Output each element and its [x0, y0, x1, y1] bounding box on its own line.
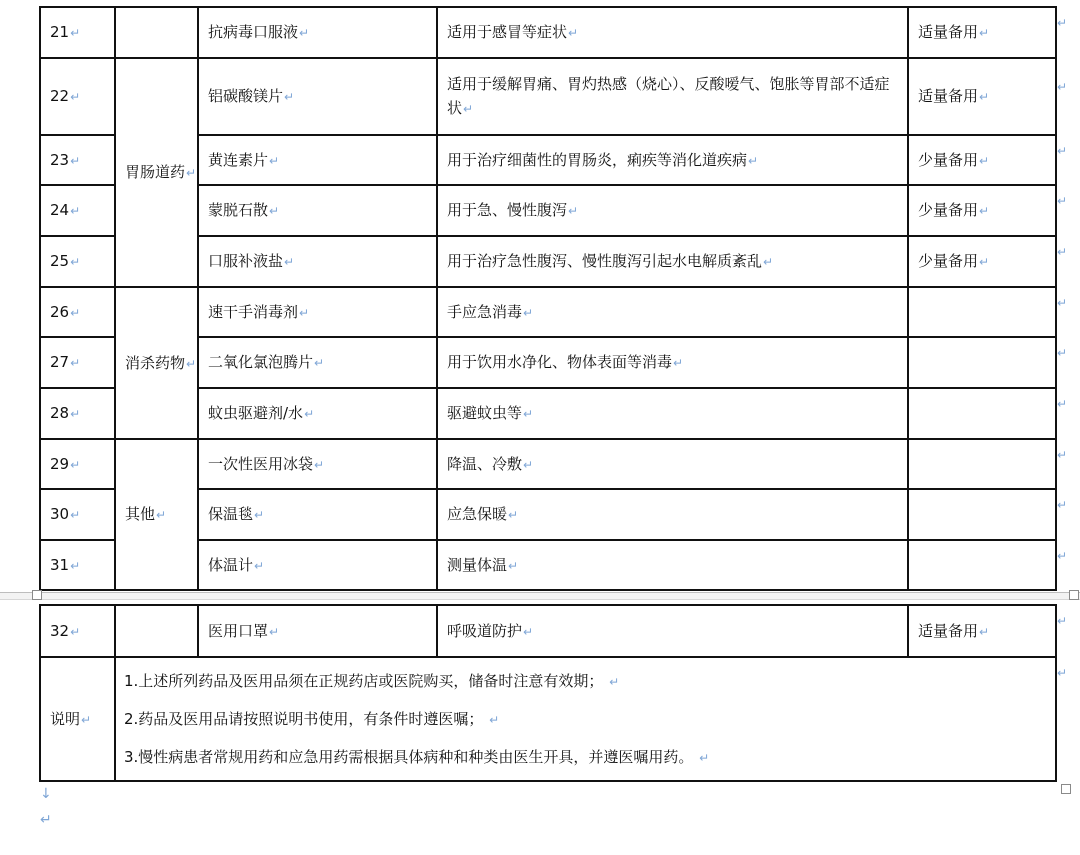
- paragraph-mark-icon: ↵: [254, 508, 265, 522]
- medicine-name: 口服补液盐: [208, 252, 284, 270]
- paragraph-mark-icon: ↵: [186, 166, 197, 180]
- note-line: 3.慢性病患者常规用药和应急用药需根据具体病种和种类由医生开具，并遵医嘱用药。 ↵: [124, 748, 710, 766]
- row-number: 24: [50, 201, 70, 219]
- medicine-use: 手应急消毒: [447, 302, 523, 321]
- paragraph-mark-icon: ↵: [979, 255, 990, 269]
- row-number: 26: [50, 302, 70, 321]
- paragraph-mark-icon: ↵: [269, 153, 280, 168]
- page-corner-marker: [32, 590, 42, 600]
- paragraph-mark-icon: ↵: [523, 305, 534, 320]
- table-row: [40, 58, 1056, 135]
- paragraph-mark-icon: ↵: [299, 26, 310, 40]
- row-end-mark-icon: ↵: [1057, 498, 1068, 512]
- paragraph-mark-icon: ↵: [70, 204, 81, 218]
- paragraph-mark-icon: ↵: [523, 407, 534, 421]
- row-end-mark-icon: ↵: [1057, 296, 1068, 310]
- medicine-use: 适用于缓解胃痛、胃灼热感（烧心）、反酸嗳气、饱胀等胃部不适症状: [447, 75, 890, 117]
- medicine-name: 二氧化氯泡腾片: [208, 353, 314, 371]
- page-corner-marker: [1069, 590, 1079, 600]
- row-end-mark-icon: ↵: [1057, 16, 1068, 30]
- paragraph-mark-icon: ↵: [70, 26, 81, 40]
- medicine-use: 用于治疗细菌性的胃肠炎，痢疾等消化道疾病: [447, 150, 748, 169]
- paragraph-mark-icon: ↵: [269, 624, 280, 639]
- note-line: 1.上述所列药品及医用品须在正规药店或医院购买，储备时注意有效期； ↵: [124, 672, 620, 690]
- paragraph-mark-icon: ↵: [609, 675, 620, 689]
- paragraph-mark-icon: ↵: [81, 712, 92, 727]
- paragraph-mark-icon: ↵: [284, 90, 295, 104]
- table-resize-handle[interactable]: [1061, 784, 1071, 794]
- row-number: 30: [50, 505, 70, 523]
- paragraph-mark-icon: ↵: [70, 90, 81, 104]
- row-end-mark-icon: ↵: [1057, 397, 1068, 411]
- row-number: 32: [50, 621, 70, 640]
- medicine-name: 抗病毒口服液: [208, 23, 299, 41]
- category-label: 其他: [125, 505, 156, 523]
- notes-cell: [115, 657, 1056, 781]
- row-number: 31: [50, 555, 70, 574]
- stock-note: 适量备用: [918, 621, 979, 640]
- row-number: 22: [50, 87, 70, 105]
- paragraph-mark-icon: ↵: [748, 153, 759, 168]
- medicine-name: 一次性医用冰袋: [208, 454, 314, 473]
- stock-note: 适量备用: [918, 87, 979, 105]
- category-cell-empty: [115, 7, 198, 58]
- category-cell: [115, 439, 198, 590]
- stock-note-empty: [908, 439, 1056, 489]
- medicine-use: 适用于感冒等症状: [447, 23, 568, 41]
- table-row: [40, 605, 1056, 657]
- notes-row: [40, 657, 1056, 781]
- paragraph-mark-icon: ↵: [523, 457, 534, 472]
- paragraph-mark-icon: ↵: [314, 457, 325, 472]
- paragraph-mark-icon: ↵: [979, 90, 990, 104]
- category-cell: [115, 58, 198, 287]
- medicine-use: 测量体温: [447, 555, 508, 574]
- notes-label: 说明: [50, 709, 81, 728]
- stock-note-empty: [908, 287, 1056, 337]
- medicine-use: 用于急、慢性腹泻: [447, 201, 568, 219]
- medicine-use: 应急保暖: [447, 505, 508, 523]
- paragraph-mark-icon: ↵: [70, 558, 81, 573]
- category-cell-empty: [115, 605, 198, 657]
- table-row: [40, 439, 1056, 489]
- paragraph-mark-icon: ↵: [508, 558, 519, 573]
- paragraph-mark-icon: ↵: [269, 204, 280, 218]
- paragraph-mark-icon: ↵: [763, 255, 774, 269]
- medicine-name: 保温毯: [208, 505, 254, 523]
- medicine-name: 蚊虫驱避剂/水: [208, 404, 304, 422]
- paragraph-mark-icon: ↵: [186, 356, 197, 371]
- row-number: 28: [50, 404, 70, 422]
- row-end-mark-icon: ↵: [1057, 346, 1068, 360]
- row-number: 27: [50, 353, 70, 371]
- medicine-use: 用于治疗急性腹泻、慢性腹泻引起水电解质紊乱: [447, 252, 763, 270]
- stock-note-empty: [908, 337, 1056, 388]
- paragraph-mark-icon: ↵: [489, 713, 500, 727]
- medicine-use: 用于饮用水净化、物体表面等消毒: [447, 353, 673, 371]
- paragraph-mark-icon: ↵: [70, 356, 81, 370]
- medicine-name: 铝碳酸镁片: [208, 87, 284, 105]
- paragraph-mark-icon: ↵: [304, 407, 315, 421]
- category-label: 胃肠道药: [125, 163, 186, 181]
- paragraph-mark-icon: ↵: [463, 102, 474, 116]
- stock-note: 少量备用: [918, 201, 979, 219]
- row-end-mark-icon: ↵: [1057, 80, 1068, 94]
- stock-note-empty: [908, 540, 1056, 590]
- paragraph-mark-icon: ↵: [70, 255, 81, 269]
- category-label: 消杀药物: [125, 353, 186, 372]
- stock-note: 适量备用: [918, 23, 979, 41]
- row-end-mark-icon: ↵: [1057, 448, 1068, 462]
- note-line: 2.药品及医用品请按照说明书使用，有条件时遵医嘱； ↵: [124, 710, 500, 728]
- row-number: 21: [50, 23, 70, 41]
- medicine-name: 医用口罩: [208, 621, 269, 640]
- medicine-name: 速干手消毒剂: [208, 302, 299, 321]
- medicine-name: 蒙脱石散: [208, 201, 269, 219]
- row-number: 23: [50, 150, 70, 169]
- paragraph-mark-icon: ↵: [568, 26, 579, 40]
- manual-line-break-icon: ↓: [40, 786, 52, 802]
- medicine-table-top: [39, 6, 1057, 591]
- paragraph-mark-icon: ↵: [568, 204, 579, 218]
- paragraph-mark-icon: ↵: [70, 407, 81, 421]
- medicine-name: 黄连素片: [208, 150, 269, 169]
- medicine-use: 驱避蚊虫等: [447, 404, 523, 422]
- paragraph-mark-icon: ↵: [673, 356, 684, 370]
- row-end-mark-icon: ↵: [1057, 614, 1068, 628]
- paragraph-mark-icon: ↵: [299, 305, 310, 320]
- paragraph-mark-icon: ↵: [70, 153, 81, 168]
- paragraph-mark-icon: ↵: [314, 356, 325, 370]
- paragraph-mark-icon: ↵: [40, 812, 52, 828]
- stock-note-empty: [908, 388, 1056, 439]
- category-cell: [115, 287, 198, 439]
- row-number: 29: [50, 454, 70, 473]
- row-end-mark-icon: ↵: [1057, 549, 1068, 563]
- paragraph-mark-icon: ↵: [284, 255, 295, 269]
- paragraph-mark-icon: ↵: [70, 457, 81, 472]
- medicine-name: 体温计: [208, 555, 254, 574]
- row-end-mark-icon: ↵: [1057, 144, 1068, 158]
- medicine-table-bottom: [39, 604, 1057, 782]
- paragraph-mark-icon: ↵: [699, 751, 710, 765]
- stock-note-empty: [908, 489, 1056, 540]
- paragraph-mark-icon: ↵: [523, 624, 534, 639]
- row-number: 25: [50, 252, 70, 270]
- table-row: [40, 287, 1056, 337]
- table-row: [40, 7, 1056, 58]
- paragraph-mark-icon: ↵: [979, 204, 990, 218]
- paragraph-mark-icon: ↵: [254, 558, 265, 573]
- medicine-use: 呼吸道防护: [447, 621, 523, 640]
- medicine-use: 降温、冷敷: [447, 454, 523, 473]
- paragraph-mark-icon: ↵: [70, 305, 81, 320]
- paragraph-mark-icon: ↵: [979, 153, 990, 168]
- stock-note: 少量备用: [918, 150, 979, 169]
- paragraph-mark-icon: ↵: [508, 508, 519, 522]
- paragraph-mark-icon: ↵: [70, 624, 81, 639]
- stock-note: 少量备用: [918, 252, 979, 270]
- page-break-separator: [0, 592, 1080, 600]
- paragraph-mark-icon: ↵: [70, 508, 81, 522]
- row-end-mark-icon: ↵: [1057, 666, 1068, 680]
- paragraph-mark-icon: ↵: [156, 508, 167, 522]
- paragraph-mark-icon: ↵: [979, 26, 990, 40]
- row-end-mark-icon: ↵: [1057, 194, 1068, 208]
- paragraph-mark-icon: ↵: [979, 624, 990, 639]
- row-end-mark-icon: ↵: [1057, 245, 1068, 259]
